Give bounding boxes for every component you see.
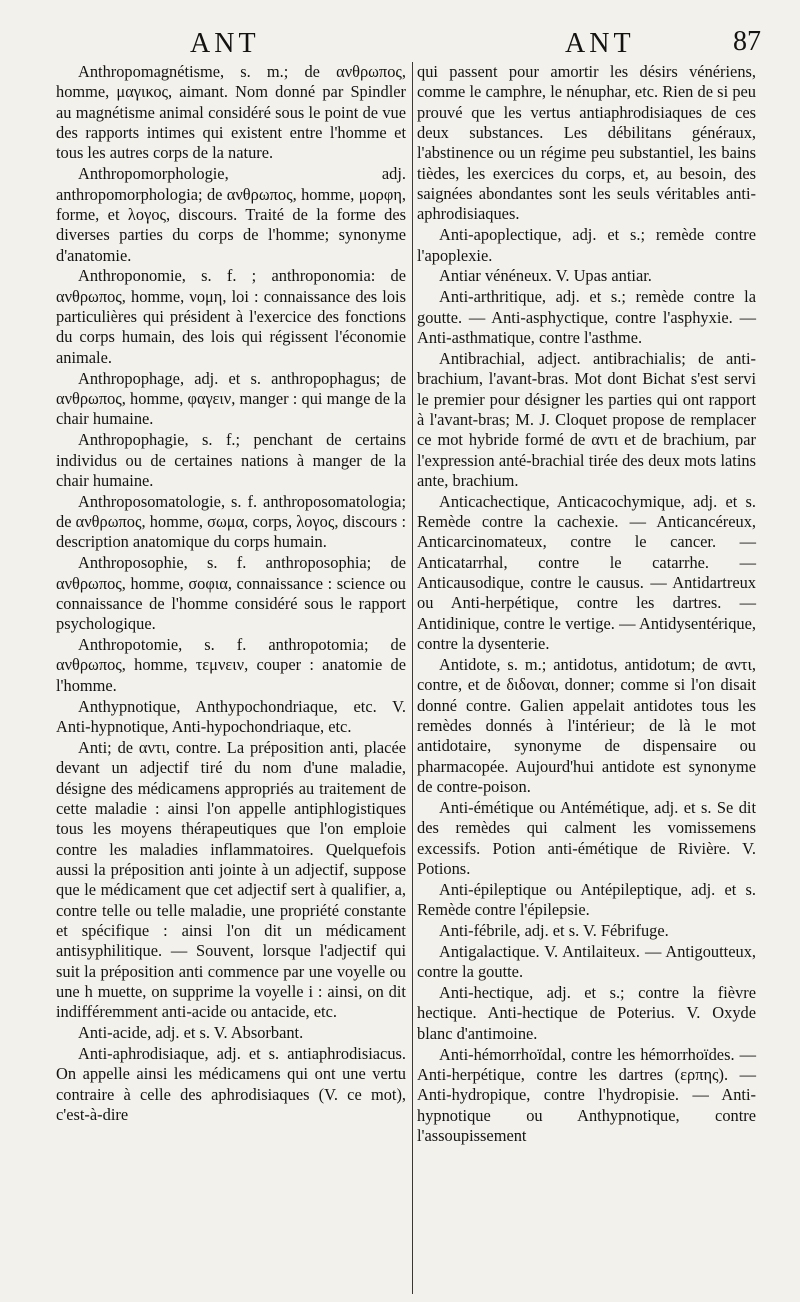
right-column bbox=[417, 62, 756, 1147]
dictionary-entry: Antigalactique. V. Antilaiteux. — Antigoutteux, contre la goutte. bbox=[417, 941, 756, 982]
dictionary-entry: Anti-arthritique, adj. et s.; remède contre la goutte. — Anti-asphyctique, contre l'asphyxie. — Anti-asthmatique, contre l'asthme. bbox=[417, 287, 756, 347]
dictionary-entry: Anti-hémorrhoïdal, contre les hémorrhoïdes. — Anti-herpétique, contre les dartres (ερπης). — Anti-hydropique, contre l'hydropisie. — Anti-hypnotique ou Anthypnotique, contre l'assoupissement bbox=[417, 1044, 756, 1145]
dictionary-entry: Anti-apoplectique, adj. et s.; remède contre l'apoplexie. bbox=[417, 225, 756, 265]
running-head-left: ANT bbox=[190, 28, 260, 59]
dictionary-entry: Anthropomorphologie, adj. anthropomorphologia; de ανθρωπος, homme, μορφη, forme, et λογος, discours. Traité de la forme des diverses parties du corps de l'homme; synonyme d'anatomie. bbox=[56, 164, 406, 265]
dictionary-entry: qui passent pour amortir les désirs vénériens, comme le camphre, le nénuphar, etc. Rien de si peu prouvé que les vertus antiaphrodisiaques de ces deux substances. Les débilitans généraux, l'abstinence ou un régime peu substantiel, les bains tièdes, les exercices du corps, et, au besoin, des saignées abondantes sont les seuls véritables anti-aphrodisiaques. bbox=[417, 62, 756, 224]
dictionary-entry: Anticachectique, Anticacochymique, adj. et s. Remède contre la cachexie. — Anticancéreux, Anticarcinomateux, contre le cancer. — Anticatarrhal, contre le catarrhe. — Anticausodique, contre le causus. — Antidartreux ou Anti-herpétique, contre les dartres. — Antidinique, contre le vertige. — Antidysentérique, contre la dysenterie. bbox=[417, 491, 756, 654]
dictionary-entry: Anthroponomie, s. f. ; anthroponomia: de ανθρωπος, homme, νομη, loi : connaissance des lois particulières qui président à l'exercice des fonctions du corps humain, des lois qui régissent l'économie animale. bbox=[56, 266, 406, 367]
dictionary-entry: Anti; de αντι, contre. La préposition anti, placée devant un adjectif tiré du nom d'une maladie, désigne des médicamens appropriés au traitement de cette maladie : ainsi l'on appelle antiphlogistiques tous les moyens thérapeutiques que l'on emploie contre les maladies inflammatoires. Quelquefois aussi la préposition anti jointe à un adjectif, suppose que le médicament que cet adjectif sert à qualifier, a, contre telle ou telle maladie, une propriété constante et spécifique : ainsi l'on dit un médicament antisyphilitique. — Souvent, lorsque l'adjectif qui suit la préposition anti commence par une voyelle ou une h muette, on supprime la voyelle i : ainsi, on dit indifféremment anti-acide ou antacide, etc. bbox=[56, 737, 406, 1022]
dictionary-entry: Anthropophage, adj. et s. anthropophagus; de ανθρωπος, homme, φαγειν, manger : qui mange de la chair humaine. bbox=[56, 368, 406, 429]
left-column bbox=[56, 62, 406, 1126]
dictionary-entry: Anti-aphrodisiaque, adj. et s. antiaphrodisiacus. On appelle ainsi les médicamens qui ont une vertu contraire à celle des aphrodisiaques (V. ce mot), c'est-à-dire bbox=[56, 1044, 406, 1125]
dictionary-entry: Anti-fébrile, adj. et s. V. Fébrifuge. bbox=[439, 920, 669, 940]
dictionary-entry: Antiar vénéneux. V. Upas antiar. bbox=[439, 266, 652, 286]
dictionary-entry: Anthypnotique, Anthypochondriaque, etc. V. Anti-hypnotique, Anti-hypochondriaque, etc. bbox=[56, 696, 406, 736]
dictionary-entry: Anthropotomie, s. f. anthropotomia; de ανθρωπος, homme, τεμνειν, couper : anatomie de l'homme. bbox=[56, 635, 406, 695]
dictionary-entry: Antidote, s. m.; antidotus, antidotum; de αντι, contre, et de διδοναι, donner; comme si l'on disait donné contre. Galien appelait antidotes tous les remèdes donnés à l'intérieur; de là le mot antidotaire, synonyme de dispensaire ou pharmacopée. Aujourd'hui antidote est synonyme de contre-poison. bbox=[417, 654, 756, 797]
dictionary-entry: Anti-épileptique ou Antépileptique, adj. et s. Remède contre l'épilepsie. bbox=[417, 879, 756, 920]
page-number: 87 bbox=[733, 26, 761, 57]
dictionary-entry: Anthroposophie, s. f. anthroposophia; de ανθρωπος, homme, σοφια, connaissance : science ou connaissance de l'homme considéré sous le rapport psychologique. bbox=[56, 553, 406, 634]
dictionary-entry: Antibrachial, adject. antibrachialis; de anti-brachium, l'avant-bras. Mot dont Bichat s'est servi le premier pour désigner les parties qui ont rapport à l'avant-bras; M. J. Cloquet propose de remplacer ce mot hybride formé de αντι et de brachium, par l'expression anté-brachial tirée des deux mots latins ante, brachium. bbox=[417, 348, 756, 490]
dictionary-entry: Anti-acide, adj. et s. V. Absorbant. bbox=[78, 1023, 304, 1043]
dictionary-entry: Anti-émétique ou Antémétique, adj. et s. Se dit des remèdes qui calment les vomissemens excessifs. Potion anti-émétique de Rivière. V. Potions. bbox=[417, 797, 756, 878]
dictionary-entry: Anthropophagie, s. f.; penchant de certains individus ou de certaines nations à manger de la chair humaine. bbox=[56, 430, 406, 490]
dictionary-entry: Anthroposomatologie, s. f. anthroposomatologia; de ανθρωπος, homme, σωμα, corps, λογος, discours : description anatomique du corps humain. bbox=[56, 491, 406, 552]
page-header bbox=[0, 0, 800, 60]
dictionary-entry: Anthropomagnétisme, s. m.; de ανθρωπος, homme, μαγικος, aimant. Nom donné par Spindler au magnétisme animal considéré sous le point de vue des rapports intimes qui existent entre l'homme et tous les autres corps de la nature. bbox=[56, 62, 406, 163]
dictionary-entry: Anti-hectique, adj. et s.; contre la fièvre hectique. Anti-hectique de Poterius. V. Oxyde blanc d'antimoine. bbox=[417, 982, 756, 1043]
running-head-right: ANT bbox=[565, 28, 635, 59]
column-divider bbox=[412, 62, 413, 1294]
